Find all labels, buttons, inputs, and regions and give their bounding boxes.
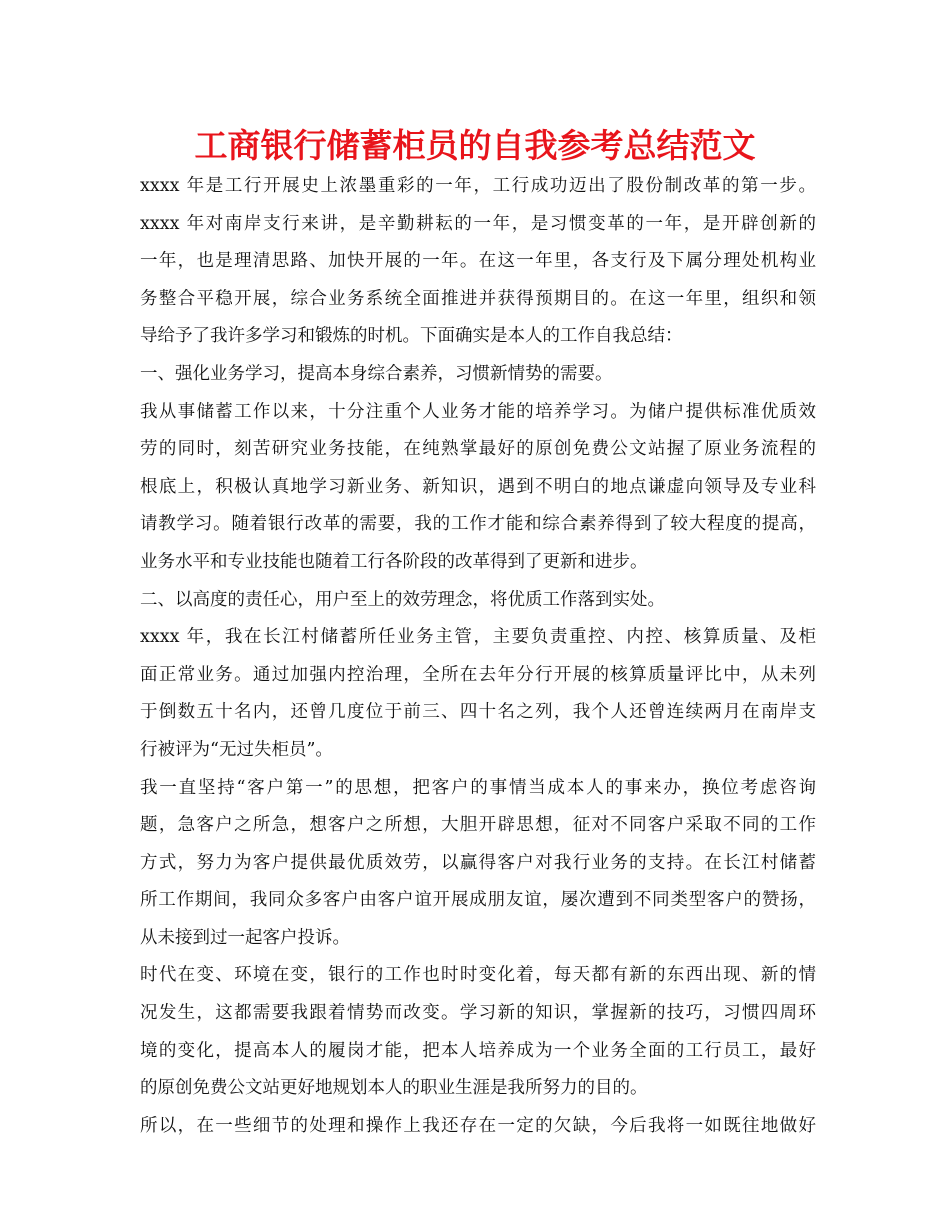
section-heading: 一、强化业务学习，提高本身综合素养，习惯新情势的需要。 [140,363,613,384]
text-line: 从未接到过一起客户投诉。 [140,927,350,948]
text-line: 面正常业务。通过加强内控治理，全所在去年分行开展的核算质量评比中，从未列 [140,664,816,685]
text-line: 的原创免费公文站更好地规划本人的职业生涯是我所努力的目的。 [140,1078,648,1099]
text-line: 一年，也是理清思路、加快开展的一年。在这一年里，各支行及下属分理处机构业 [140,251,816,272]
text-line: 根底上，积极认真地学习新业务、新知识，遇到不明白的地点谦虚向领导及专业科 [140,476,816,497]
text-line: 方式，努力为客户提供最优质效劳，以赢得客户对我行业务的支持。在长江村储蓄 [140,852,816,873]
section-heading: 二、以高度的责任心，用户至上的效劳理念，将优质工作落到实处。 [140,589,665,610]
text-line: 所工作期间，我同众多客户由客户谊开展成朋友谊，屡次遭到不同类型客户的赞扬， [140,890,816,911]
text-line: xxxx 年，我在长江村储蓄所任业务主管，主要负责重控、内控、核算质量、及柜 [140,627,816,648]
text-line: xxxx 年对南岸支行来讲，是辛勤耕耘的一年，是习惯变革的一年，是开辟创新的 [140,213,816,234]
document-title: 工商银行储蓄柜员的自我参考总结范文 [194,126,756,165]
text-line: 行被评为“无过失柜员”。 [140,739,333,760]
text-line: 境的变化，提高本人的履岗才能，把本人培养成为一个业务全面的工行员工，最好 [140,1040,816,1061]
document-body [140,168,816,1145]
text-line: 导给予了我许多学习和锻炼的时机。下面确实是本人的工作自我总结： [140,326,683,347]
text-line: 请教学习。随着银行改革的需要，我的工作才能和综合素养得到了较大程度的提高， [140,514,816,535]
text-line: 我一直坚持“客户第一”的思想，把客户的事情当成本人的事来办，换位考虑咨询 [140,777,816,798]
text-line: 况发生，这都需要我跟着情势而改变。学习新的知识，掌握新的技巧，习惯四周环 [140,1003,816,1024]
text-line: xxxx 年是工行开展史上浓墨重彩的一年，工行成功迈出了股份制改革的第一步。 [140,176,816,196]
text-line: 我从事储蓄工作以来，十分注重个人业务才能的培养学习。为储户提供标准优质效 [140,401,816,422]
text-line: 于倒数五十名内，还曾几度位于前三、四十名之列，我个人还曾连续两月在南岸支 [140,702,816,723]
text-line: 业务水平和专业技能也随着工行各阶段的改革得到了更新和进步。 [140,551,648,572]
text-line: 时代在变、环境在变，银行的工作也时时变化着，每天都有新的东西出现、新的情 [140,965,816,986]
text-line: 题，急客户之所急，想客户之所想，大胆开辟思想，征对不同客户采取不同的工作 [140,815,816,836]
text-line: 务整合平稳开展，综合业务系统全面推进并获得预期目的。在这一年里，组织和领 [140,288,816,309]
text-line: 所以，在一些细节的处理和操作上我还存在一定的欠缺，今后我将一如既往地做好 [140,1115,816,1136]
text-line: 劳的同时，刻苦研究业务技能，在纯熟掌最好的原创免费公文站握了原业务流程的 [140,439,816,460]
